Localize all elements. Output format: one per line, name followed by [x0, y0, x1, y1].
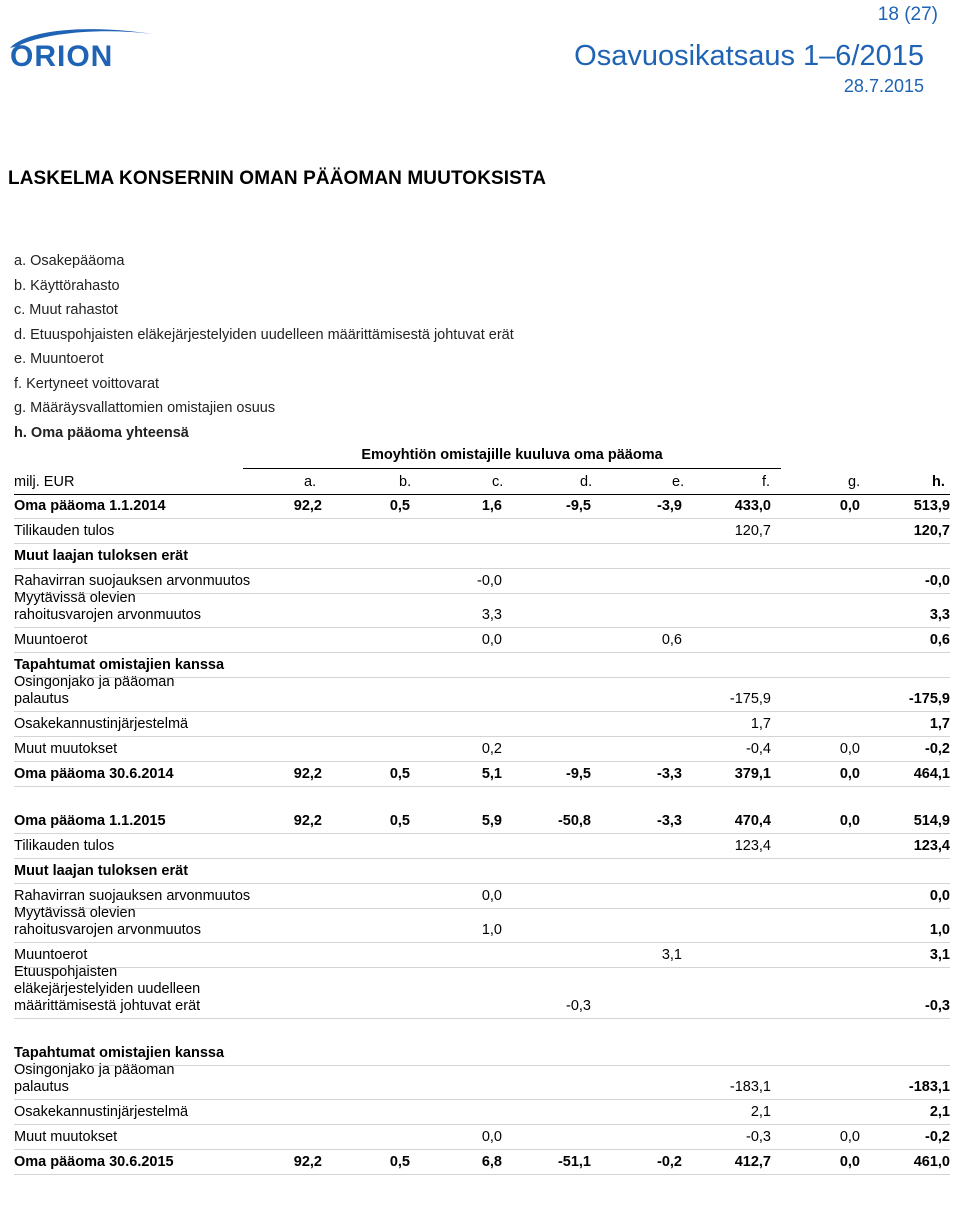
table-cell: 0,5 — [389, 813, 410, 829]
table-cell: 0,0 — [929, 888, 950, 904]
table-row — [14, 737, 950, 762]
row-label — [14, 1154, 174, 1171]
table-cell: -0,2 — [657, 1154, 682, 1170]
row-label-line: Oma pääoma 1.1.2014 — [14, 498, 166, 514]
group-header-rule — [243, 468, 781, 469]
table-cell: 3,3 — [929, 607, 950, 623]
table-cell: 0,0 — [481, 888, 502, 904]
row-label-line: Oma pääoma 1.1.2015 — [14, 813, 166, 829]
table-cell: -0,3 — [566, 998, 591, 1014]
table-cell: 92,2 — [293, 1154, 322, 1170]
column-header: e. — [672, 474, 685, 490]
row-label — [14, 741, 117, 758]
row-label-line: rahoitusvarojen arvonmuutos — [14, 607, 201, 623]
table-cell: 120,7 — [734, 523, 771, 539]
table-cell: 6,8 — [481, 1154, 502, 1170]
table-cell: 0,0 — [839, 766, 860, 782]
table-row — [14, 809, 950, 834]
table-cell: -3,9 — [657, 498, 682, 514]
table-row — [14, 519, 950, 544]
table-cell: 0,0 — [839, 813, 860, 829]
table-cell: -50,8 — [557, 813, 591, 829]
table-cell: 1,0 — [929, 922, 950, 938]
report-title: Osavuosikatsaus 1–6/2015 — [574, 40, 924, 72]
column-header: f. — [762, 474, 771, 490]
table-cell: 514,9 — [913, 813, 950, 829]
table-cell: 0,5 — [389, 1154, 410, 1170]
column-header: g. — [848, 474, 861, 490]
column-header: b. — [399, 474, 412, 490]
legend-item: h. Oma pääoma yhteensä — [14, 424, 189, 441]
row-label — [14, 632, 87, 649]
row-label — [14, 498, 166, 515]
row-label — [14, 766, 174, 783]
document-heading: LASKELMA KONSERNIN OMAN PÄÄOMAN MUUTOKSISTA — [8, 168, 547, 189]
table-cell: -175,9 — [908, 691, 950, 707]
legend-item: a. Osakepääoma — [14, 253, 125, 269]
table-row — [14, 834, 950, 859]
column-header: milj. EUR — [14, 474, 75, 490]
table-cell: -9,5 — [566, 766, 591, 782]
row-label — [14, 838, 114, 855]
table-cell: 123,4 — [913, 838, 950, 854]
table-spacer — [14, 787, 950, 809]
table-cell: 513,9 — [913, 498, 950, 514]
table-cell: 123,4 — [734, 838, 771, 854]
row-label-line: eläkejärjestelyiden uudelleen — [14, 981, 201, 997]
table-cell: 379,1 — [734, 766, 771, 782]
column-header: a. — [304, 474, 317, 490]
table-cell: 0,5 — [389, 498, 410, 514]
row-label-line: Osingonjako ja pääoman — [14, 1062, 175, 1078]
row-label-line: Osakekannustinjärjestelmä — [14, 716, 189, 732]
row-label — [14, 947, 87, 964]
table-row — [14, 964, 950, 1019]
row-label — [14, 716, 188, 733]
row-label-line: Etuuspohjaisten — [14, 964, 118, 980]
table-cell: 2,1 — [750, 1104, 771, 1120]
table-cell: -0,0 — [477, 573, 502, 589]
table-row — [14, 762, 950, 787]
row-label-line: Tapahtumat omistajien kanssa — [14, 657, 225, 673]
table-row — [14, 494, 950, 519]
table-spacer — [14, 1019, 950, 1041]
table-row — [14, 544, 950, 569]
row-label — [14, 1045, 224, 1062]
table-cell: 0,5 — [389, 766, 410, 782]
table-cell: 0,0 — [839, 1154, 860, 1170]
table-cell: -0,2 — [925, 741, 950, 757]
column-header-row — [14, 472, 950, 494]
row-label-line: rahoitusvarojen arvonmuutos — [14, 922, 201, 938]
report-date: 28.7.2015 — [843, 76, 924, 96]
row-label-line: Tilikauden tulos — [14, 838, 115, 854]
table-cell: 412,7 — [734, 1154, 771, 1170]
row-label — [14, 674, 174, 708]
table-cell: 3,3 — [481, 607, 502, 623]
orion-logo — [6, 24, 156, 70]
table-cell: 0,0 — [839, 498, 860, 514]
row-label — [14, 573, 250, 590]
table-cell: 92,2 — [293, 766, 322, 782]
row-label — [14, 1062, 174, 1096]
legend-item: f. Kertyneet voittovarat — [14, 375, 160, 392]
row-label-line: Tilikauden tulos — [14, 523, 115, 539]
row-label-line: palautus — [14, 1079, 69, 1095]
table-row — [14, 590, 950, 628]
table-cell: 1,7 — [929, 716, 950, 732]
legend-item: e. Muuntoerot — [14, 351, 104, 367]
table-cell: 0,0 — [839, 741, 860, 757]
svg-text:ORION: ORION — [10, 40, 114, 70]
equity-changes-table — [14, 494, 950, 1175]
table-cell: 0,6 — [661, 632, 682, 648]
row-label — [14, 523, 114, 540]
row-label-line: määrittämisestä johtuvat erät — [14, 998, 201, 1014]
table-cell: 0,6 — [929, 632, 950, 648]
row-label-line: Rahavirran suojauksen arvonmuutos — [14, 573, 251, 589]
row-label-line: palautus — [14, 691, 69, 707]
row-label-line: Muut muutokset — [14, 1129, 118, 1145]
table-cell: 2,1 — [929, 1104, 950, 1120]
row-label-line: Osakekannustinjärjestelmä — [14, 1104, 189, 1120]
table-cell: 470,4 — [734, 813, 771, 829]
column-legend — [14, 252, 514, 448]
table-cell: -183,1 — [908, 1079, 950, 1095]
row-label-line: Muut muutokset — [14, 741, 118, 757]
table-row — [14, 1150, 950, 1175]
table-cell: 1,0 — [481, 922, 502, 938]
row-label-line: Myytävissä olevien — [14, 905, 136, 921]
table-cell: -0,4 — [746, 741, 771, 757]
column-header: h. — [932, 474, 945, 490]
table-cell: 0,0 — [481, 1129, 502, 1145]
column-header: d. — [580, 474, 593, 490]
table-cell: 464,1 — [913, 766, 950, 782]
row-label-line: Muut laajan tuloksen erät — [14, 863, 189, 879]
legend-item: d. Etuuspohjaisten eläkejärjestelyiden uudelleen määrittämisestä johtuvat erät — [14, 326, 514, 343]
table-row — [14, 1062, 950, 1100]
table-cell: 5,9 — [481, 813, 502, 829]
table-cell: -3,3 — [657, 813, 682, 829]
column-header: c. — [492, 474, 504, 490]
table-row — [14, 1100, 950, 1125]
row-label-line: Muut laajan tuloksen erät — [14, 548, 189, 564]
table-cell: -0,3 — [746, 1129, 771, 1145]
row-label — [14, 548, 188, 565]
row-label — [14, 863, 188, 880]
table-cell: -0,0 — [925, 573, 950, 589]
table-cell: -51,1 — [557, 1154, 591, 1170]
table-cell: 92,2 — [293, 813, 322, 829]
table-cell: 461,0 — [913, 1154, 950, 1170]
table-cell: -0,2 — [925, 1129, 950, 1145]
row-label — [14, 888, 250, 905]
row-label-line: Muuntoerot — [14, 947, 88, 963]
group-header: Emoyhtiön omistajille kuuluva oma pääoma — [361, 447, 663, 463]
table-row — [14, 628, 950, 653]
table-cell: 120,7 — [913, 523, 950, 539]
table-row — [14, 712, 950, 737]
row-label-line: Muuntoerot — [14, 632, 88, 648]
table-cell: 3,1 — [661, 947, 682, 963]
table-cell: 3,1 — [929, 947, 950, 963]
row-label — [14, 1104, 188, 1121]
row-label — [14, 657, 224, 674]
table-row — [14, 1125, 950, 1150]
table-cell: -175,9 — [729, 691, 771, 707]
table-row — [14, 674, 950, 712]
table-cell: 433,0 — [734, 498, 771, 514]
table-cell: 0,0 — [839, 1129, 860, 1145]
table-cell: 1,6 — [481, 498, 502, 514]
table-cell: 5,1 — [481, 766, 502, 782]
legend-item: b. Käyttörahasto — [14, 277, 120, 294]
table-row — [14, 859, 950, 884]
table-cell: 0,0 — [481, 632, 502, 648]
row-label — [14, 590, 201, 624]
table-cell: -183,1 — [729, 1079, 771, 1095]
row-label-line: Myytävissä olevien — [14, 590, 136, 606]
row-label — [14, 1129, 117, 1146]
row-label-line: Oma pääoma 30.6.2014 — [14, 766, 174, 782]
row-label-line: Tapahtumat omistajien kanssa — [14, 1045, 225, 1061]
table-cell: -9,5 — [566, 498, 591, 514]
legend-item: g. Määräysvallattomien omistajien osuus — [14, 400, 276, 416]
page-number: 18 (27) — [877, 4, 938, 25]
table-cell: -3,3 — [657, 766, 682, 782]
row-label-line: Osingonjako ja pääoman — [14, 674, 175, 690]
table-cell: 1,7 — [750, 716, 771, 732]
table-row — [14, 905, 950, 943]
row-label-line: Rahavirran suojauksen arvonmuutos — [14, 888, 251, 904]
row-label — [14, 905, 201, 939]
table-cell: 92,2 — [293, 498, 322, 514]
row-label — [14, 964, 200, 1015]
legend-item: c. Muut rahastot — [14, 302, 118, 318]
table-cell: -0,3 — [925, 998, 950, 1014]
table-cell: 0,2 — [481, 741, 502, 757]
row-label-line: Oma pääoma 30.6.2015 — [14, 1154, 174, 1170]
row-label — [14, 813, 166, 830]
